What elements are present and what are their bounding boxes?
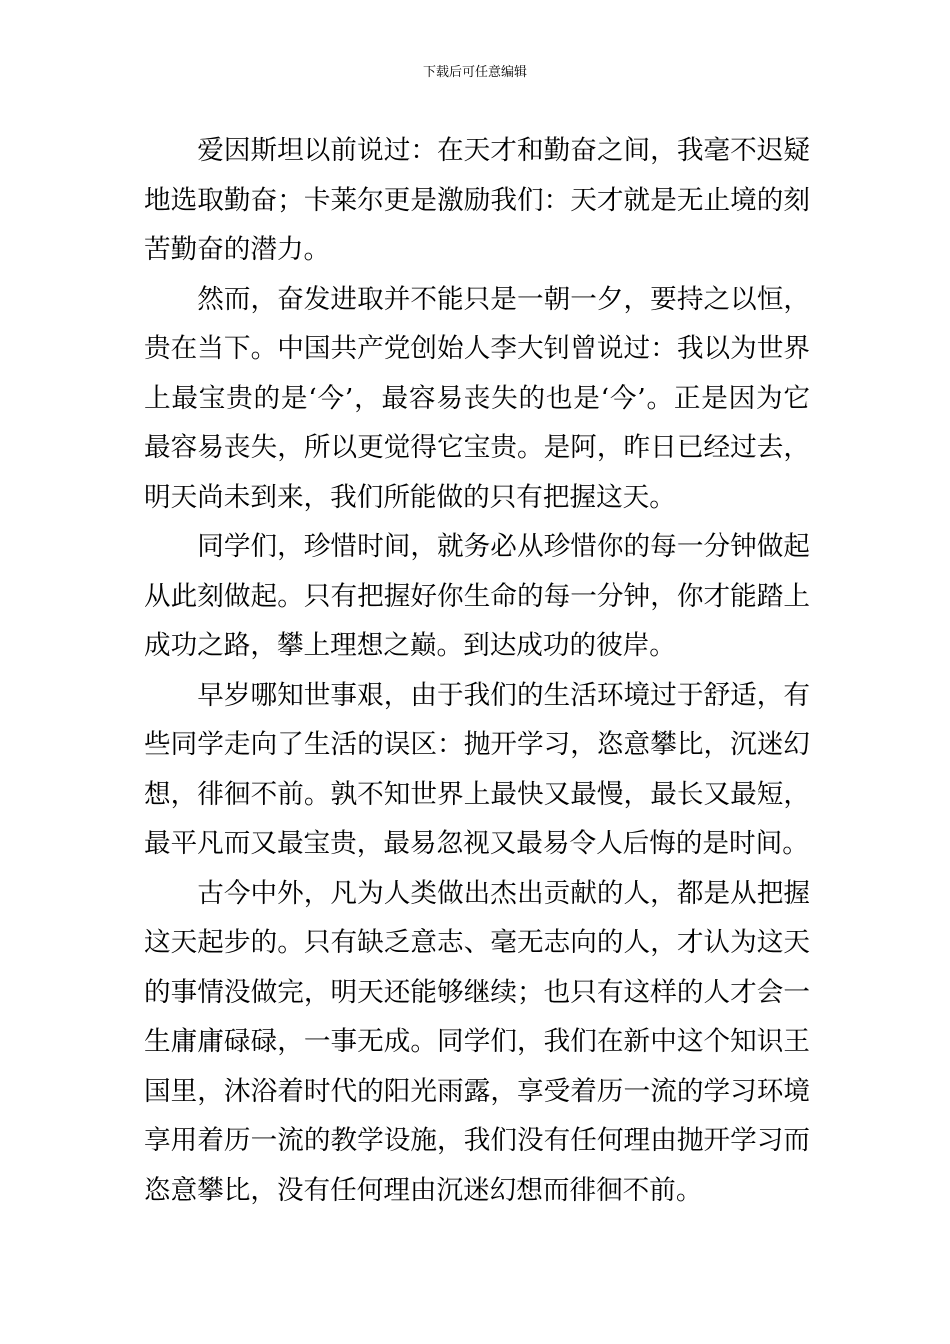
paragraph-3: 同学们，珍惜时间，就务必从珍惜你的每一分钟做起从此刻做起。只有把握好你生命的每一分钟，你才能踏上成功之路，攀上理想之巅。到达成功的彼岸。: [144, 531, 810, 661]
paragraph-5: 古今中外，凡为人类做出杰出贡献的人，都是从把握这天起步的。只有缺乏意志、毫无志向的人，才认为这天的事情没做完，明天还能够继续；也只有这样的人才会一生庸庸碌碌，一事无成。同学们，我们在新中这个知识王国里，沐浴着时代的阳光雨露，享受着历一流的学习环境享用着历一流的教学设施，我们没有任何理由抛开学习而恣意攀比，没有任何理由沉迷幻想而徘徊不前。: [144, 877, 810, 1206]
document-body: [144, 126, 810, 1215]
paragraph-4: 早岁哪知世事艰，由于我们的生活环境过于舒适，有些同学走向了生活的误区：抛开学习，恣意攀比，沉迷幻想，徘徊不前。孰不知世界上最快又最慢，最长又最短，最平凡而又最宝贵，最易忽视又最易令人后悔的是时间。: [144, 679, 810, 859]
paragraph-1: 爱因斯坦以前说过：在天才和勤奋之间，我毫不迟疑地选取勤奋；卡莱尔更是激励我们：天才就是无止境的刻苦勤奋的潜力。: [144, 135, 810, 265]
page-header: 下载后可任意编辑: [422, 65, 527, 80]
paragraph-2: 然而，奋发进取并不能只是一朝一夕，要持之以恒，贵在当下。中国共产党创始人李大钊曾说过：我以为世界上最宝贵的是‘今’，最容易丧失的也是‘今’。正是因为它最容易丧失，所以更觉得它宝贵。是阿，昨日已经过去，明天尚未到来，我们所能做的只有把握这天。: [144, 283, 810, 513]
